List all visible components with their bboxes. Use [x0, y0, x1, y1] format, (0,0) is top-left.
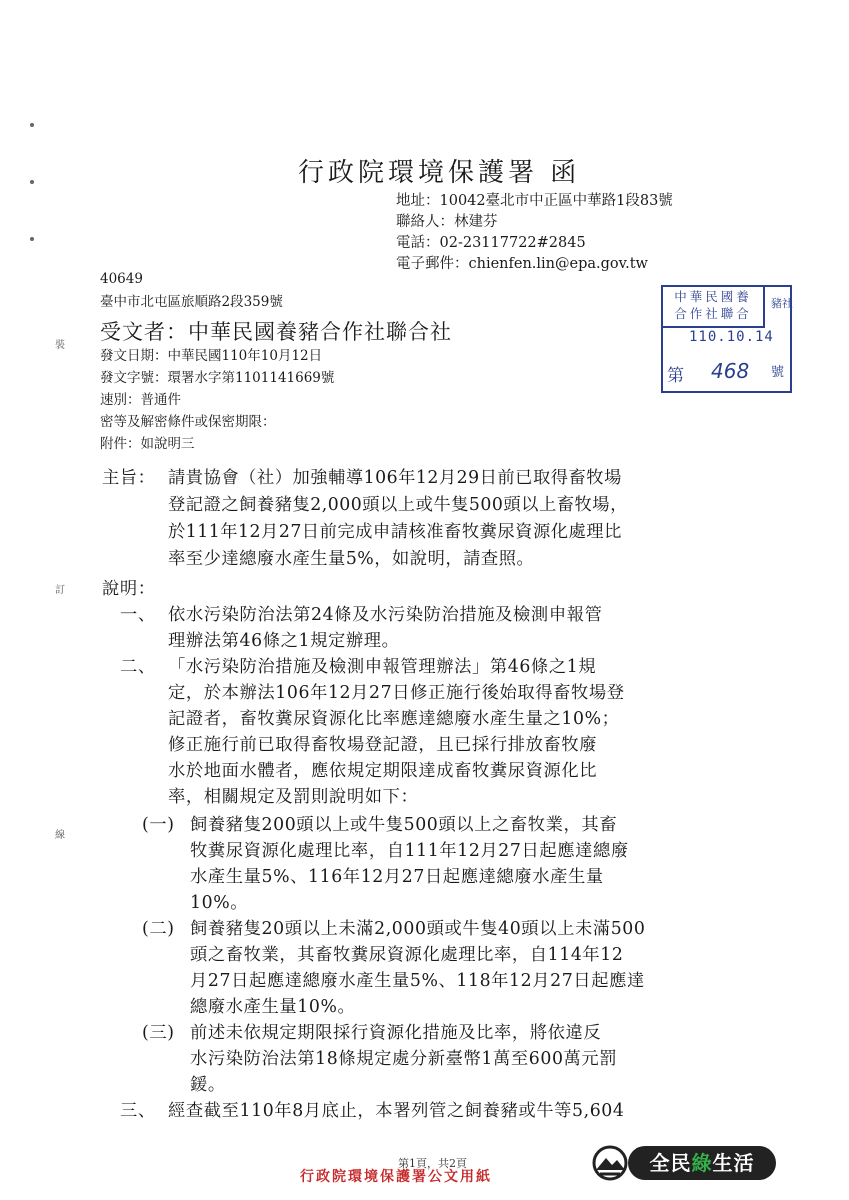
- margin-mark-top: 裝: [55, 340, 65, 351]
- document-title: 行政院環境保護署 函: [298, 158, 581, 188]
- logo-text-a: 全民: [649, 1151, 692, 1175]
- address-value: 10042臺北市中正區中華路1段83號: [439, 193, 673, 209]
- recipient-name: 中華民國養豬合作社聯合社: [188, 320, 452, 344]
- explanation-line: 水於地面水體者，應依規定期限達成畜牧糞尿資源化比: [168, 761, 598, 781]
- header-contact: [396, 210, 498, 231]
- meta-attachment: 附件：如說明三: [100, 436, 195, 452]
- explanation-line: 率，相關規定及罰則說明如下：: [168, 787, 419, 807]
- explanation-subitem-marker: (三): [142, 1023, 175, 1043]
- header-email: [396, 252, 648, 273]
- logo-badge: [628, 1146, 776, 1180]
- explanation-line: 牧糞尿資源化處理比率，自111年12月27日起應達總廢: [190, 841, 629, 861]
- explanation-label: 說明：: [102, 579, 156, 599]
- receipt-stamp: [661, 285, 792, 393]
- stamp-org: [663, 287, 765, 328]
- explanation-item-marker: 二、: [120, 657, 156, 677]
- binding-hole: [30, 180, 34, 184]
- explanation-line: 理辦法第46條之1規定辦理。: [168, 631, 400, 651]
- stamp-unit: 號: [771, 365, 785, 380]
- explanation-item-marker: 一、: [120, 605, 156, 625]
- explanation-item-marker: 三、: [120, 1101, 156, 1121]
- stamp-date: 110.10.14: [689, 329, 774, 345]
- explanation-line: 月27日起應達總廢水產生量5%、118年12月27日起應達: [190, 971, 645, 991]
- explanation-line: 前述未依規定期限採行資源化措施及比率，將依違反: [190, 1023, 602, 1043]
- explanation-line: 飼養豬隻20頭以上未滿2,000頭或牛隻40頭以上未滿500: [190, 919, 646, 939]
- subject-line: 登記證之飼養豬隻2,000頭以上或牛隻500頭以上畜牧場，: [168, 495, 628, 515]
- contact-label: 聯絡人：: [396, 214, 454, 230]
- subject-line: 率至少達總廢水產生量5%，如說明，請查照。: [168, 549, 535, 569]
- stamp-no-value: 468: [711, 359, 750, 383]
- stamp-org-line2: 合作社聯合: [674, 306, 752, 321]
- explanation-line: 鍰。: [190, 1075, 226, 1095]
- green-life-logo: [590, 1140, 780, 1186]
- meta-speed: 速別：普通件: [100, 392, 181, 408]
- email-value: chienfen.lin@epa.gov.tw: [468, 256, 648, 272]
- meta-date: 發文日期：中華民國110年10月12日: [100, 348, 323, 364]
- page-number: 第1頁，共2頁: [398, 1157, 467, 1170]
- explanation-line: 水污染防治法第18條規定處分新臺幣1萬至600萬元罰: [190, 1049, 618, 1069]
- logo-text-c: 生活: [712, 1151, 755, 1175]
- subject-line: 請貴協會（社）加強輔導106年12月29日前已取得畜牧場: [168, 468, 622, 488]
- email-label: 電子郵件：: [396, 256, 469, 272]
- stamp-side-text: 豬社: [771, 297, 793, 310]
- margin-mark-bottom: 線: [55, 830, 65, 841]
- recipient-label: 受文者：: [100, 320, 188, 344]
- explanation-line: 定，於本辦法106年12月27日修正施行後始取得畜牧場登: [168, 683, 625, 703]
- recipient-address: 臺中市北屯區旅順路2段359號: [100, 294, 283, 310]
- paper-title: 行政院環境保護署公文用紙: [300, 1169, 492, 1185]
- binding-hole: [30, 123, 34, 127]
- explanation-line: 依水污染防治法第24條及水污染防治措施及檢測申報管: [168, 605, 603, 625]
- margin-mark-middle: 訂: [55, 585, 65, 596]
- recipient-postal: 40649: [100, 271, 143, 287]
- phone-value: 02-23117722#2845: [439, 235, 586, 251]
- explanation-line: 經查截至110年8月底止，本署列管之飼養豬或牛等5,604: [168, 1101, 625, 1121]
- phone-label: 電話：: [396, 235, 440, 251]
- explanation-line: 水產生量5%、116年12月27日起應達總廢水產生量: [190, 867, 604, 887]
- explanation-line: 飼養豬隻200頭以上或牛隻500頭以上之畜牧業，其畜: [190, 815, 618, 835]
- explanation-line: 「水污染防治措施及檢測申報管理辦法」第46條之1規: [168, 657, 597, 677]
- explanation-line: 總廢水產生量10%。: [190, 997, 356, 1017]
- explanation-line: 記證者，畜牧糞尿資源化比率應達總廢水產生量之10%；: [168, 709, 620, 729]
- explanation-subitem-marker: (一): [142, 815, 175, 835]
- meta-doc-no: 發文字號：環署水字第1101141669號: [100, 370, 335, 386]
- explanation-line: 10%。: [190, 893, 249, 913]
- explanation-subitem-marker: (二): [142, 919, 175, 939]
- stamp-org-line1: 中華民國養: [674, 289, 752, 304]
- subject-line: 於111年12月27日前完成申請核准畜牧糞尿資源化處理比: [168, 522, 622, 542]
- contact-value: 林建芬: [454, 214, 498, 230]
- logo-text-b: 綠: [691, 1151, 713, 1175]
- header-address: [396, 189, 673, 210]
- header-phone: [396, 231, 586, 252]
- meta-secrecy: 密等及解密條件或保密期限：: [100, 414, 276, 430]
- stamp-no-label: 第: [667, 366, 684, 386]
- explanation-line: 修正施行前已取得畜牧場登記證，且已採行排放畜牧廢: [168, 735, 598, 755]
- address-label: 地址：: [396, 193, 440, 209]
- binding-hole: [30, 237, 34, 241]
- explanation-line: 頭之畜牧業，其畜牧糞尿資源化處理比率，自114年12: [190, 945, 624, 965]
- recipient-line: [100, 316, 452, 346]
- mountain-icon: [590, 1140, 630, 1186]
- subject-label: 主旨：: [102, 468, 156, 488]
